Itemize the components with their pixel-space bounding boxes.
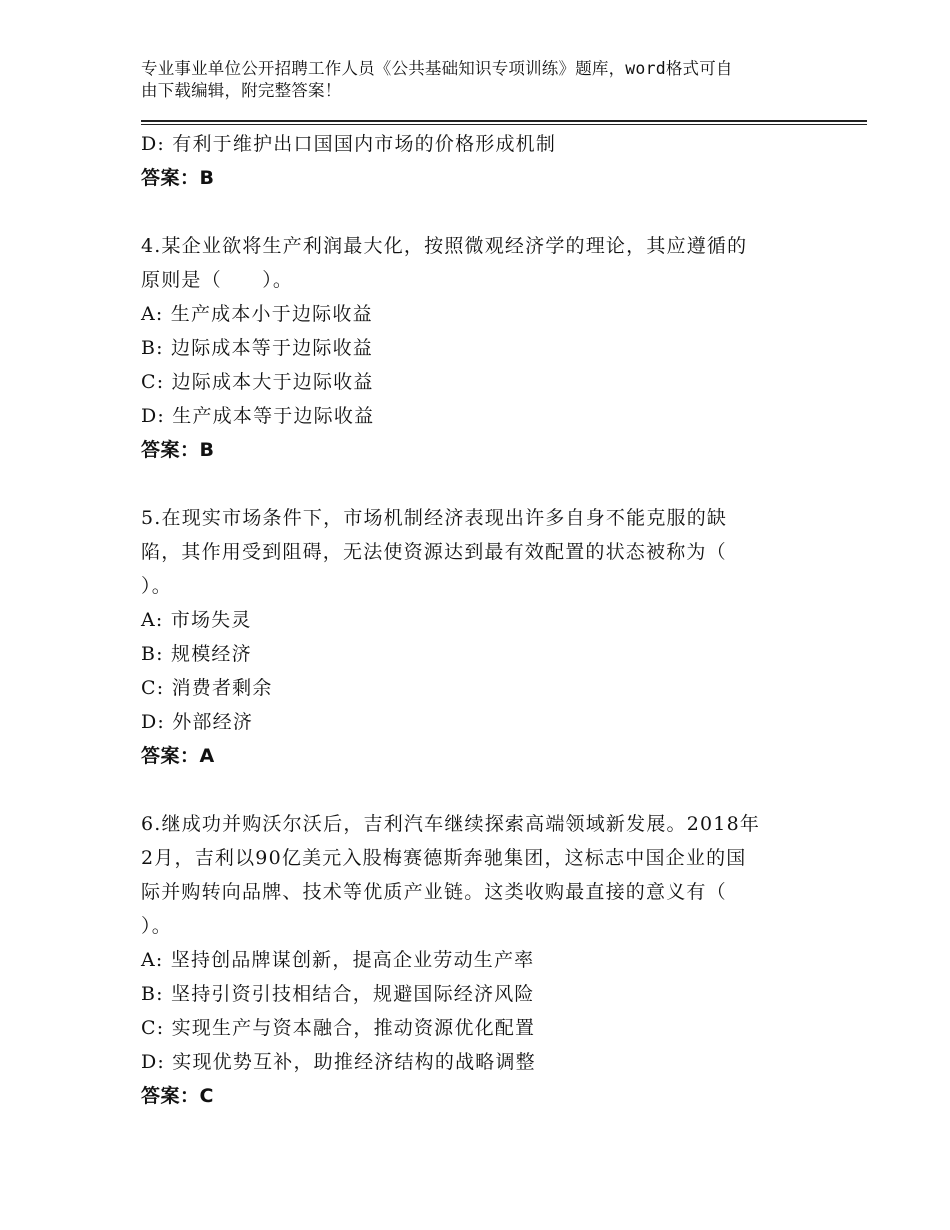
question-stem-line: ）。 — [141, 575, 172, 597]
question-stem-line: ）。 — [141, 915, 172, 937]
header-divider-thick — [141, 120, 867, 122]
question-answer — [141, 433, 801, 467]
option-d: D: 生产成本等于边际收益 — [141, 405, 375, 427]
question-6 — [141, 807, 801, 1113]
question-stem-line: 6.继成功并购沃尔沃后，吉利汽车继续探索高端领域新发展。2018年 — [141, 813, 761, 835]
header-line-1: 专业事业单位公开招聘工作人员《公共基础知识专项训练》题库，word格式可自 — [141, 59, 733, 78]
prev-question-answer — [141, 161, 801, 195]
option-a: A: 市场失灵 — [141, 609, 252, 631]
option-c: C: 实现生产与资本融合，推动资源优化配置 — [141, 1017, 536, 1039]
option-d: D: 外部经济 — [141, 711, 254, 733]
option-c: C: 边际成本大于边际收益 — [141, 371, 374, 393]
answer-prefix: 答案： — [141, 167, 200, 189]
header-line-2: 由下载编辑，附完整答案！ — [141, 81, 342, 100]
question-stem-line: 际并购转向品牌、技术等优质产业链。这类收购最直接的意义有（ — [141, 881, 727, 903]
option-b: B: 坚持引资引技相结合，规避国际经济风险 — [141, 983, 535, 1005]
question-stem-line: 5.在现实市场条件下，市场机制经济表现出许多自身不能克服的缺 — [141, 507, 728, 529]
question-content — [141, 127, 801, 1113]
option-a: A: 坚持创品牌谋创新，提高企业劳动生产率 — [141, 949, 535, 971]
option-d: D: 实现优势互补，助推经济结构的战略调整 — [141, 1051, 536, 1073]
option-b: B: 规模经济 — [141, 643, 252, 665]
answer-prefix: 答案： — [141, 439, 200, 461]
answer-value: A — [199, 745, 215, 767]
answer-value: C — [199, 1085, 214, 1107]
question-stem-line: 4.某企业欲将生产利润最大化，按照微观经济学的理论，其应遵循的 — [141, 235, 748, 257]
option-b: B: 边际成本等于边际收益 — [141, 337, 374, 359]
question-gap — [141, 773, 801, 807]
answer-prefix: 答案： — [141, 745, 200, 767]
question-answer — [141, 739, 801, 773]
option-a: A: 生产成本小于边际收益 — [141, 303, 373, 325]
prev-question-option-d: D: 有利于维护出口国国内市场的价格形成机制 — [141, 133, 557, 155]
question-stem-line: 2月，吉利以90亿美元入股梅赛德斯奔驰集团，这标志中国企业的国 — [141, 847, 747, 869]
answer-prefix: 答案： — [141, 1085, 200, 1107]
answer-value: B — [199, 439, 215, 461]
question-stem-line: 原则是（ ）。 — [141, 269, 294, 291]
page-header — [141, 58, 821, 102]
question-gap — [141, 467, 801, 501]
question-stem-line: 陷，其作用受到阻碍，无法使资源达到最有效配置的状态被称为（ — [141, 541, 727, 563]
question-4 — [141, 229, 801, 467]
question-5 — [141, 501, 801, 773]
question-gap — [141, 195, 801, 229]
answer-value: B — [199, 167, 215, 189]
header-divider-thin — [141, 124, 867, 125]
question-answer — [141, 1079, 801, 1113]
option-c: C: 消费者剩余 — [141, 677, 273, 699]
